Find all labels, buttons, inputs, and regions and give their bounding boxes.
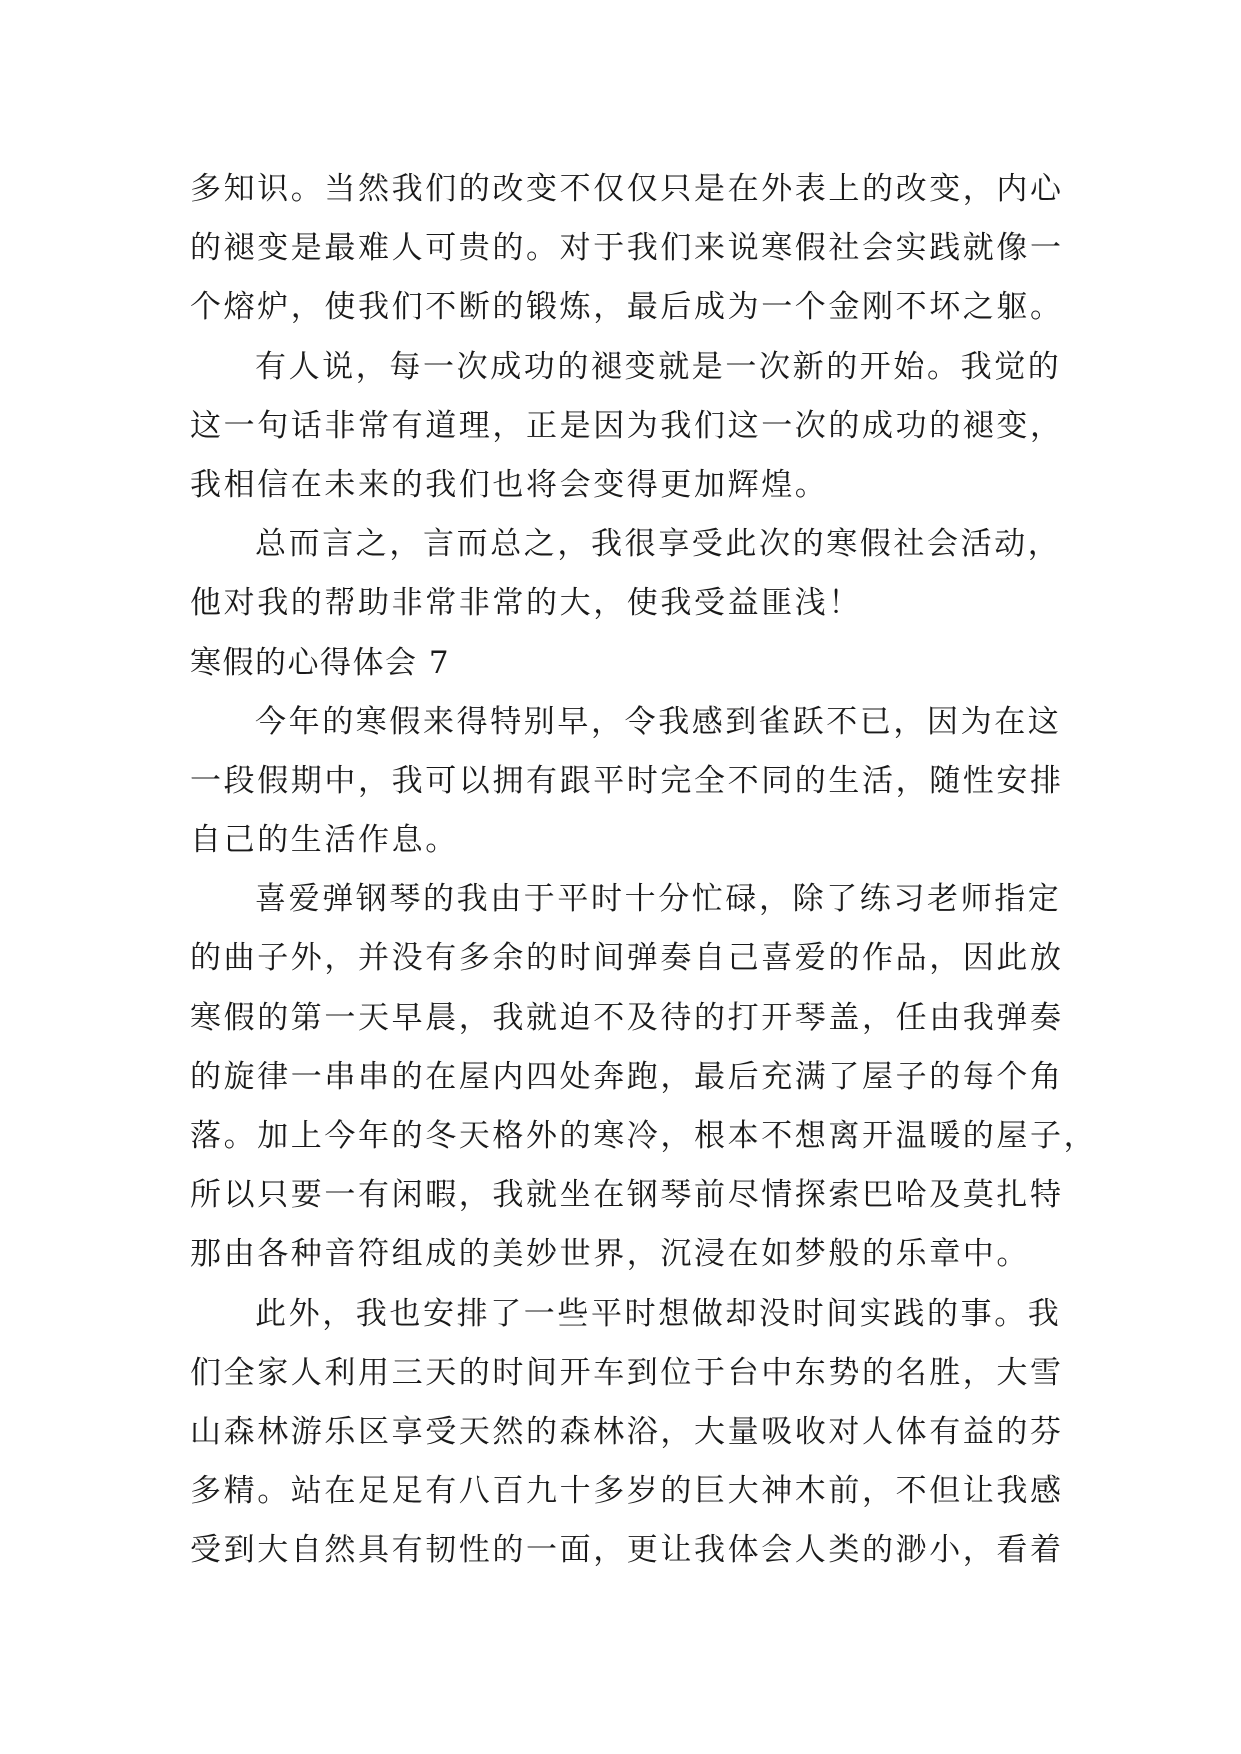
text-line: 山森林游乐区享受天然的森林浴，大量吸收对人体有益的芬 — [190, 1413, 1064, 1450]
text-line: 那由各种音符组成的美妙世界，沉浸在如梦般的乐章中。 — [190, 1236, 1030, 1273]
paragraph-first-line: 今年的寒假来得特别早，令我感到雀跃不已，因为在这 — [255, 703, 1062, 740]
text-block — [190, 160, 1098, 1581]
text-line: 自己的生活作息。 — [190, 822, 459, 859]
text-line: 我相信在未来的我们也将会变得更加辉煌。 — [190, 466, 829, 503]
text-line: 多知识。当然我们的改变不仅仅只是在外表上的改变，内心 — [190, 171, 1064, 207]
text-line: 的褪变是最难人可贵的。对于我们来说寒假社会实践就像一 — [190, 230, 1064, 267]
text-line: 寒假的第一天早晨，我就迫不及待的打开琴盖，任由我弹奏 — [190, 999, 1064, 1036]
text-line: 所以只要一有闲暇，我就坐在钢琴前尽情探索巴哈及莫扎特 — [190, 1177, 1064, 1214]
text-line: 落。加上今年的冬天格外的寒冷，根本不想离开温暖的屋子， — [190, 1118, 1098, 1154]
text-line: 个熔炉，使我们不断的锻炼，最后成为一个金刚不坏之躯。 — [190, 289, 1064, 326]
text-line: 多精。站在足足有八百九十多岁的巨大神木前，不但让我感 — [190, 1473, 1064, 1510]
text-line: 们全家人利用三天的时间开车到位于台中东势的名胜，大雪 — [190, 1354, 1064, 1391]
text-line: 的曲子外，并没有多余的时间弹奏自己喜爱的作品，因此放 — [190, 940, 1064, 977]
paragraph-first-line: 总而言之，言而总之，我很享受此次的寒假社会活动， — [255, 526, 1062, 563]
text-line: 一段假期中，我可以拥有跟平时完全不同的生活，随性安排 — [190, 762, 1064, 799]
paragraph-first-line: 此外，我也安排了一些平时想做却没时间实践的事。我 — [255, 1295, 1062, 1332]
text-line: 的旋律一串串的在屋内四处奔跑，最后充满了屋子的每个角 — [190, 1058, 1064, 1095]
text-line: 他对我的帮助非常非常的大，使我受益匪浅！ — [190, 585, 862, 622]
paragraph-first-line: 喜爱弹钢琴的我由于平时十分忙碌，除了练习老师指定 — [255, 881, 1062, 918]
text-line: 这一句话非常有道理，正是因为我们这一次的成功的褪变， — [190, 407, 1064, 444]
section-heading: 寒假的心得体会 7 — [190, 644, 451, 681]
paragraph-first-line: 有人说，每一次成功的褪变就是一次新的开始。我觉的 — [255, 348, 1062, 385]
text-line: 受到大自然具有韧性的一面，更让我体会人类的渺小，看着 — [190, 1532, 1064, 1569]
